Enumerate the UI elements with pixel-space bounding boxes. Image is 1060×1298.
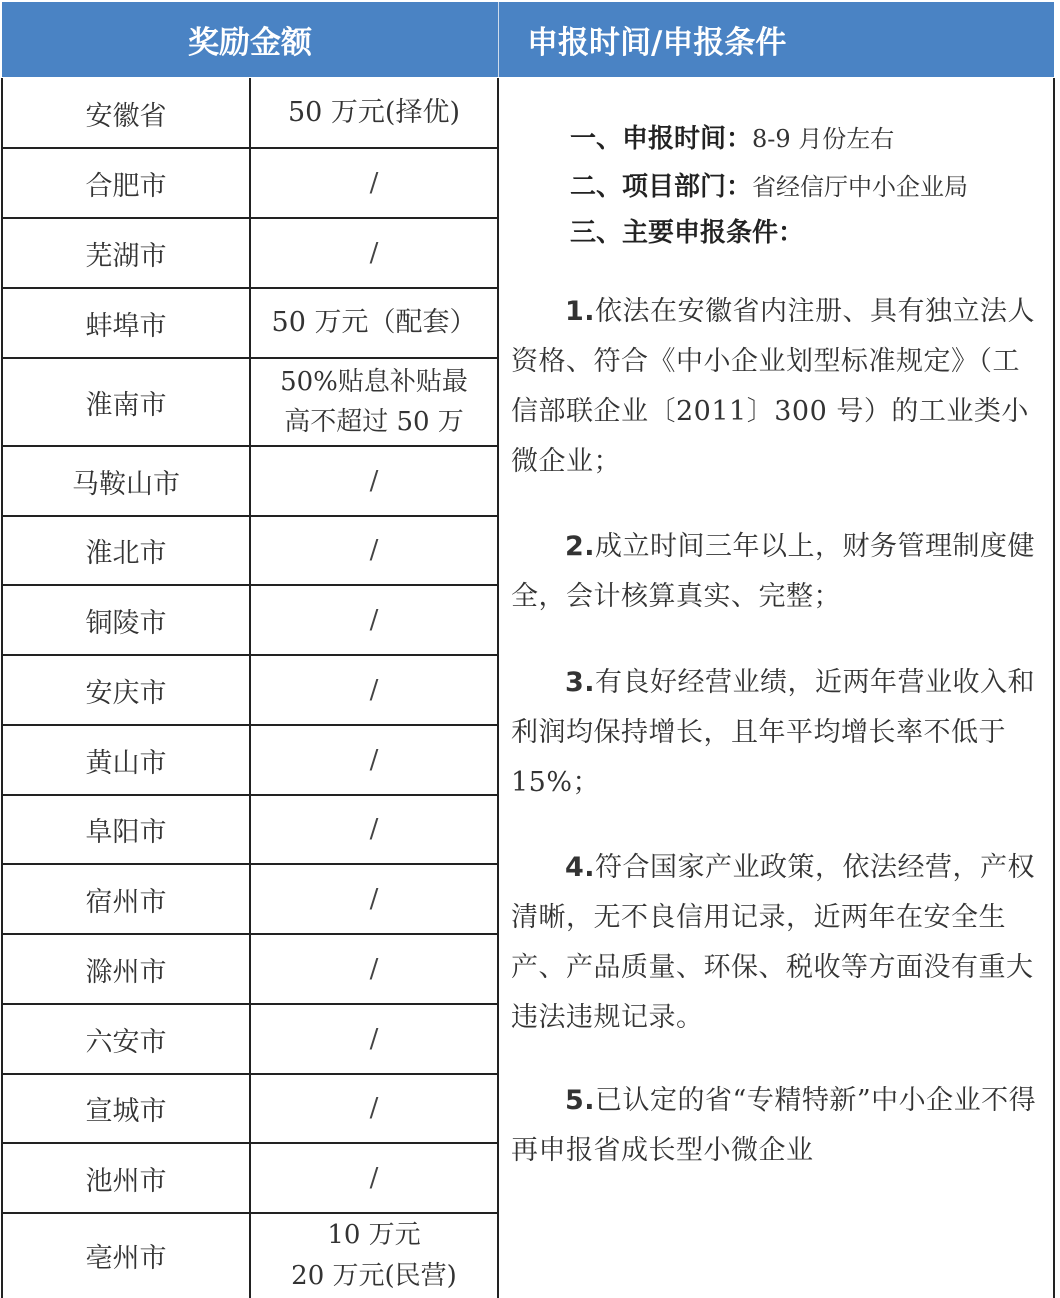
reward-none: /: [369, 1162, 379, 1193]
reward-cell: [251, 934, 497, 1004]
reward-none: /: [369, 167, 379, 198]
column-divider: [249, 78, 251, 1298]
reward-line: 50%贴息补贴最: [280, 366, 468, 397]
reward-line: 50 万元(择优): [287, 97, 460, 129]
condition-3: 3.有良好经营业绩，近两年营业收入和利润均保持增长，且年平均增长率不低于 15%；: [511, 667, 1036, 798]
city-cell: 马鞍山市: [72, 468, 180, 500]
city-cell: 蚌埠市: [85, 310, 167, 342]
city-cell: 亳州市: [85, 1243, 167, 1274]
city-cell: 淮北市: [85, 538, 167, 569]
header-reward-amount: 奖励金额: [2, 2, 498, 77]
reward-none: /: [369, 744, 379, 775]
city-cell: 阜阳市: [85, 817, 167, 848]
city-cell: 安庆市: [85, 677, 167, 709]
reward-cell: [251, 725, 497, 795]
condition-2: 2.成立时间三年以上，财务管理制度健全，会计核算真实、完整；: [511, 531, 1036, 612]
reward-none: /: [369, 237, 379, 268]
city-cell: 芜湖市: [85, 240, 167, 272]
conditions-panel: [499, 78, 1054, 1298]
reward-cell: [251, 655, 497, 725]
info-application-time: 一、申报时间：8-9 月份左右: [570, 124, 895, 154]
reward-none: /: [369, 465, 379, 496]
reward-cell: [251, 1074, 497, 1143]
reward-cell: [251, 585, 497, 655]
reward-none: /: [369, 883, 379, 914]
reward-cell: [251, 1143, 497, 1213]
reward-none: /: [369, 604, 379, 635]
reward-cell: [251, 1004, 497, 1074]
table-border-left: [1, 78, 3, 1298]
reward-line: 高不超过 50 万: [284, 407, 464, 437]
city-cell: 滁州市: [85, 956, 167, 988]
reward-cell: [251, 1213, 497, 1298]
reward-none: /: [369, 814, 379, 845]
city-cell: 六安市: [85, 1026, 167, 1058]
reward-cell: [251, 288, 497, 358]
info-main-conditions: 三、主要申报条件：: [570, 218, 805, 248]
condition-1: 1.依法在安徽省内注册、具有独立法人资格、符合《中小企业划型标准规定》（工信部联企业〔2011〕300 号）的工业类小微企业；: [511, 296, 1036, 477]
column-divider: [497, 78, 499, 1298]
city-cell: 铜陵市: [85, 607, 167, 639]
city-cell: 安徽省: [85, 100, 167, 132]
city-cell: 宿州市: [85, 886, 167, 918]
reward-cell: [251, 446, 497, 516]
reward-cell: [251, 218, 497, 288]
info-department: 二、项目部门：省经信厅中小企业局: [570, 172, 969, 202]
reward-line: 50 万元（配套）: [271, 307, 477, 339]
reward-none: /: [369, 1093, 379, 1124]
condition-5: 5.已认定的省“专精特新”中小企业不得再申报省成长型小微企业: [511, 1085, 1037, 1166]
reward-cell: [251, 358, 497, 446]
reward-cell: [251, 864, 497, 934]
reward-none: /: [369, 535, 379, 566]
city-cell: 黄山市: [85, 747, 167, 779]
header-application-conditions: 申报时间/申报条件: [498, 2, 1054, 77]
condition-4: 4.符合国家产业政策，依法经营，产权清晰，无不良信用记录，近两年在安全生产、产品质量、环保、税收等方面没有重大违法违规记录。: [511, 852, 1036, 1033]
reward-none: /: [369, 1023, 379, 1054]
reward-cell: [251, 78, 497, 148]
city-cell: 池州市: [85, 1165, 167, 1197]
reward-none: /: [369, 953, 379, 984]
city-cell: 淮南市: [85, 389, 167, 421]
city-cell: 宣城市: [85, 1096, 167, 1127]
reward-none: /: [369, 674, 379, 705]
table-border-right: [1053, 78, 1055, 1298]
reward-cell: [251, 516, 497, 585]
city-cell: 合肥市: [85, 170, 167, 202]
reward-line: 20 万元(民营): [291, 1260, 457, 1291]
reward-line: 10 万元: [327, 1220, 421, 1251]
reward-cell: [251, 148, 497, 218]
reward-cell: [251, 795, 497, 864]
